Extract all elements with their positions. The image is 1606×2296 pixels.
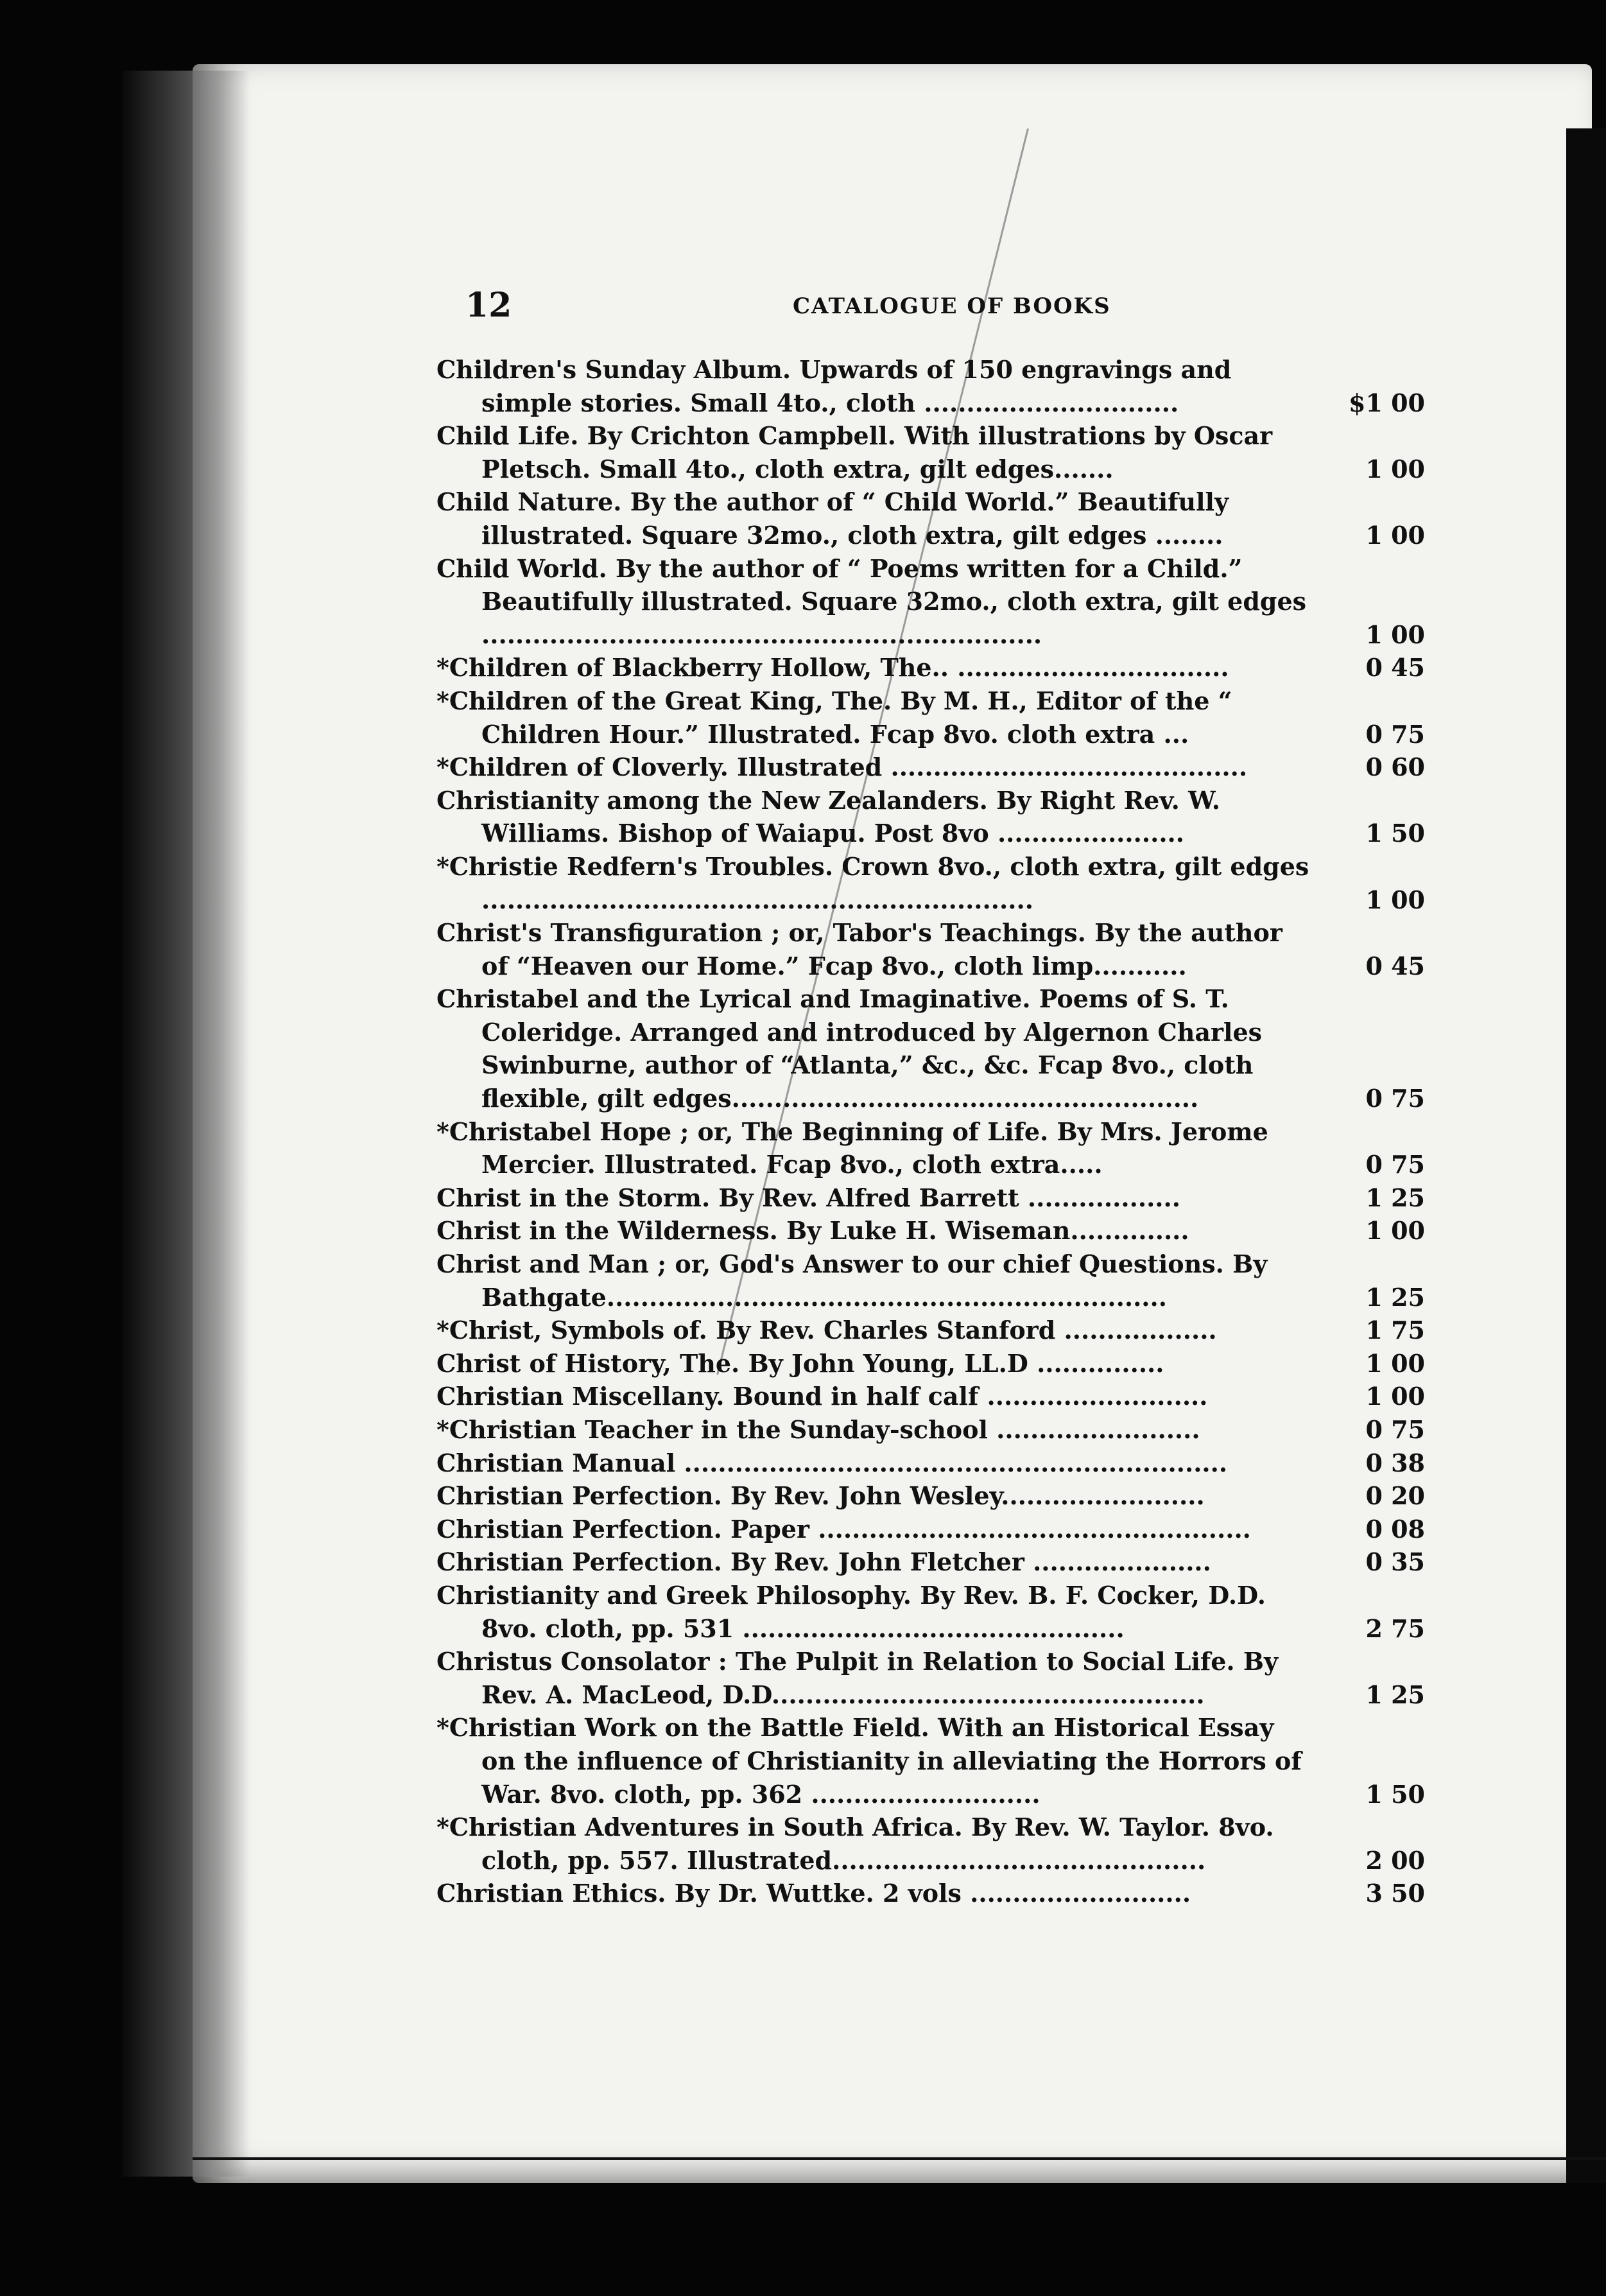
- entry-text: Christianity among the New Zealanders. By Right Rev. W. Williams. Bishop of Waiapu. Post 8vo ......................: [436, 785, 1221, 848]
- catalogue-entry: [436, 1413, 1425, 1447]
- entry-text: Christ in the Storm. By Rev. Alfred Barrett ..................: [436, 1183, 1180, 1212]
- catalogue-entry: [436, 1115, 1425, 1181]
- entry-price: 0 75: [1365, 1150, 1425, 1179]
- binding-shadow: [122, 71, 250, 2177]
- catalogue-entry: [436, 485, 1425, 552]
- page-header: [465, 286, 1364, 331]
- entry-text: Christabel and the Lyrical and Imaginative. Poems of S. T. Coleridge. Arranged and introduced by Algernon Charles Swinburne, author of “Atlanta,” &c., &c. Fcap 8vo., cloth flexible, gilt edges.......................................................: [436, 984, 1263, 1113]
- entry-text: Christianity and Greek Philosophy. By Rev. B. F. Cocker, D.D. 8vo. cloth, pp. 531 .............................................: [436, 1580, 1266, 1643]
- entry-text: Christ of History, The. By John Young, LL.D ...............: [436, 1348, 1164, 1378]
- entry-price: 1 25: [1365, 1183, 1425, 1212]
- entry-price: 1 00: [1365, 454, 1425, 483]
- catalogue-entry: [436, 1181, 1425, 1215]
- entry-price: 1 00: [1365, 520, 1425, 550]
- entry-price: 0 75: [1365, 719, 1425, 749]
- entry-text: Christian Perfection. By Rev. John Fletcher .....................: [436, 1547, 1211, 1577]
- catalogue-entry: [436, 1314, 1425, 1347]
- entry-text: Christ and Man ; or, God's Answer to our chief Questions. By Bathgate..................................................................: [436, 1249, 1268, 1312]
- entry-price: $1 00: [1349, 388, 1425, 417]
- entry-price: 1 00: [1365, 1348, 1425, 1378]
- entry-text: Child Nature. By the author of “ Child World.” Beautifully illustrated. Square 32mo., cloth extra, gilt edges ........: [436, 487, 1229, 550]
- entry-text: *Children of Blackberry Hollow, The.. ................................: [436, 653, 1229, 683]
- entry-price: 0 75: [1365, 1415, 1425, 1444]
- catalogue-entry: [436, 784, 1425, 850]
- entry-price: 0 20: [1365, 1481, 1425, 1511]
- catalogue-entry: [436, 651, 1425, 684]
- entry-price: 1 50: [1365, 819, 1425, 848]
- entry-price: 0 60: [1365, 752, 1425, 782]
- entry-price: 1 00: [1365, 620, 1425, 649]
- catalogue-entry: [436, 353, 1425, 419]
- entry-text: Christian Perfection. By Rev. John Wesley........................: [436, 1481, 1205, 1511]
- catalogue-entry: [436, 1380, 1425, 1413]
- catalogue-entry: [436, 1214, 1425, 1248]
- entry-price: 2 75: [1365, 1613, 1425, 1643]
- entry-price: 0 08: [1365, 1514, 1425, 1544]
- entry-price: 0 75: [1365, 1084, 1425, 1113]
- catalogue-entry: [436, 1545, 1425, 1579]
- catalogue-entries: [436, 353, 1425, 1910]
- entry-price: 1 50: [1365, 1779, 1425, 1809]
- entry-text: *Children of Cloverly. Illustrated ..........................................: [436, 752, 1248, 782]
- entry-price: 0 38: [1365, 1448, 1425, 1477]
- entry-price: 1 00: [1365, 1382, 1425, 1411]
- page-number: 12: [465, 286, 512, 325]
- right-edge-shadow: [1566, 128, 1606, 2183]
- entry-price: 0 45: [1365, 653, 1425, 683]
- entry-price: 0 45: [1365, 951, 1425, 980]
- entry-text: *Christabel Hope ; or, The Beginning of Life. By Mrs. Jerome Mercier. Illustrated. Fcap 8vo., cloth extra.....: [436, 1117, 1268, 1179]
- entry-text: Christian Miscellany. Bound in half calf ..........................: [436, 1382, 1208, 1411]
- entry-text: Christus Consolator : The Pulpit in Relation to Social Life. By Rev. A. MacLeod, D.D...................................................: [436, 1647, 1279, 1709]
- entry-text: Christian Manual ................................................................: [436, 1448, 1228, 1477]
- catalogue-entry: [436, 1711, 1425, 1811]
- catalogue-entry: [436, 419, 1425, 485]
- catalogue-entry: [436, 916, 1425, 982]
- catalogue-entry: [436, 1347, 1425, 1380]
- catalogue-entry: [436, 684, 1425, 751]
- catalogue-entry: [436, 850, 1425, 916]
- entry-price: 1 75: [1365, 1316, 1425, 1345]
- catalogue-entry: [436, 1811, 1425, 1877]
- entry-text: *Christie Redfern's Troubles. Crown 8vo., cloth extra, gilt edges .................................................................: [436, 851, 1309, 914]
- entry-text: *Christian Teacher in the Sunday-school ........................: [436, 1415, 1200, 1444]
- catalogue-entry: [436, 982, 1425, 1115]
- catalogue-entry: [436, 1513, 1425, 1546]
- catalogue-entry: [436, 1248, 1425, 1314]
- entry-text: Christ in the Wilderness. By Luke H. Wiseman..............: [436, 1216, 1189, 1246]
- catalogue-entry: [436, 1479, 1425, 1513]
- entry-text: Child World. By the author of “ Poems written for a Child.” Beautifully illustrated. Square 32mo., cloth extra, gilt edges ..................................................................: [436, 553, 1307, 649]
- entry-price: 2 00: [1365, 1845, 1425, 1875]
- catalogue-entry: [436, 552, 1425, 652]
- catalogue-entry: [436, 1645, 1425, 1711]
- entry-price: 3 50: [1365, 1879, 1425, 1908]
- bottom-edge-line: [193, 2157, 1606, 2160]
- entry-text: *Children of the Great King, The. By M. H., Editor of the “ Children Hour.” Illustrated. Fcap 8vo. cloth extra ...: [436, 686, 1232, 749]
- entry-text: Christian Ethics. By Dr. Wuttke. 2 vols ..........................: [436, 1879, 1191, 1908]
- entry-text: *Christ, Symbols of. By Rev. Charles Stanford ..................: [436, 1316, 1217, 1345]
- entry-text: *Christian Work on the Battle Field. With an Historical Essay on the influence of Christianity in alleviating the Horrors of War. 8vo. cloth, pp. 362 ...........................: [436, 1713, 1302, 1809]
- entry-text: Christ's Transfiguration ; or, Tabor's Teachings. By the author of “Heaven our Home.” Fcap 8vo., cloth limp...........: [436, 918, 1282, 980]
- entry-price: 1 25: [1365, 1282, 1425, 1312]
- entry-price: 1 25: [1365, 1680, 1425, 1709]
- entry-text: Christian Perfection. Paper ...................................................: [436, 1514, 1251, 1544]
- entry-text: *Christian Adventures in South Africa. By Rev. W. Taylor. 8vo. cloth, pp. 557. Illustrated............................................: [436, 1813, 1274, 1875]
- entry-price: 1 00: [1365, 1216, 1425, 1246]
- entry-text: Children's Sunday Album. Upwards of 150 engravings and simple stories. Small 4to., cloth ..............................: [436, 355, 1232, 417]
- catalogue-entry: [436, 751, 1425, 784]
- catalogue-entry: [436, 1877, 1425, 1910]
- running-title: CATALOGUE OF BOOKS: [793, 293, 1111, 319]
- catalogue-entry: [436, 1447, 1425, 1480]
- entry-text: Child Life. By Crichton Campbell. With illustrations by Oscar Pletsch. Small 4to., cloth extra, gilt edges.......: [436, 421, 1273, 483]
- catalogue-entry: [436, 1579, 1425, 1645]
- entry-price: 0 35: [1365, 1547, 1425, 1577]
- entry-price: 1 00: [1365, 885, 1425, 914]
